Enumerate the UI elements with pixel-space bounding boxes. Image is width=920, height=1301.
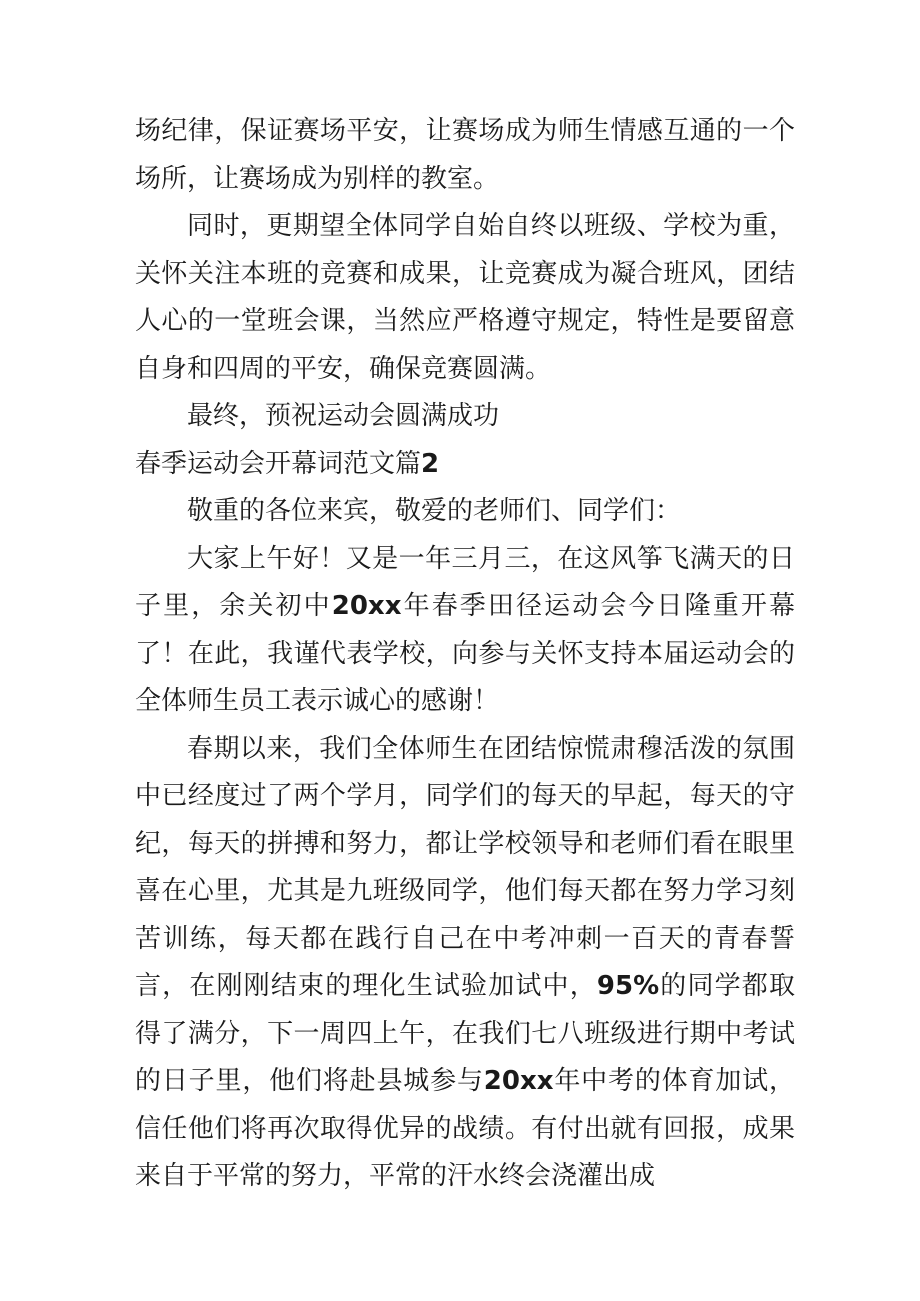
paragraph-2: 同时，更期望全体同学自始自终以班级、学校为重，关怀关注本班的竞赛和成果，让竞赛成为凝合班风，团结人心的一堂班会课，当然应严格遵守规定，特性是要留意自身和四周的平安，确保竞赛圆满。 [135, 211, 795, 384]
section-heading [135, 441, 795, 489]
progress-percent: 95% [596, 971, 660, 1001]
document-body [135, 108, 795, 1201]
progress-text-b: 的同学都取得了满分，下一周四上午，在我们七八班级进行期中考试的日子里，他们将赴县城参与 [135, 971, 795, 1096]
paragraph-progress [135, 726, 795, 1201]
paragraph-opening [135, 536, 795, 726]
paragraph-1: 场纪律，保证赛场平安，让赛场成为师生情感互通的一个场所，让赛场成为别样的教室。 [135, 116, 795, 194]
paragraph-3: 最终，预祝运动会圆满成功 [187, 401, 500, 431]
progress-year: 20xx [483, 1066, 554, 1096]
section-heading-text: 春季运动会开幕词范文篇 [135, 448, 422, 479]
opening-year: 20xx [331, 591, 402, 621]
opening-text-a: 大家上午好！又是一年三月三，在这风筝飞满天的日子里，余关初中 [135, 543, 795, 621]
progress-text-c: 年中考的体育加试，信任他们将再次取得优异的战绩。有付出就有回报，成果来自于平常的努力，平常的汗水终会浇灌出成 [135, 1066, 795, 1191]
opening-text-b: 年春季田径运动会今日隆重开幕了！在此，我谨代表学校，向参与关怀支持本届运动会的全体师生员工表示诚心的感谢！ [135, 591, 795, 716]
section-heading-number: 2 [421, 448, 440, 479]
progress-text-a: 春期以来，我们全体师生在团结惊慌肃穆活泼的氛围中已经度过了两个学月，同学们的每天的早起，每天的守纪，每天的拼搏和努力，都让学校领导和老师们看在眼里喜在心里，尤其是九班级同学，他们每天都在努力学习刻苦训练，每天都在践行自己在中考冲刺一百天的青春誓言，在刚刚结束的理化生试验加试中， [135, 733, 795, 1001]
paragraph-greeting: 敬重的各位来宾，敬爱的老师们、同学们： [187, 496, 682, 526]
